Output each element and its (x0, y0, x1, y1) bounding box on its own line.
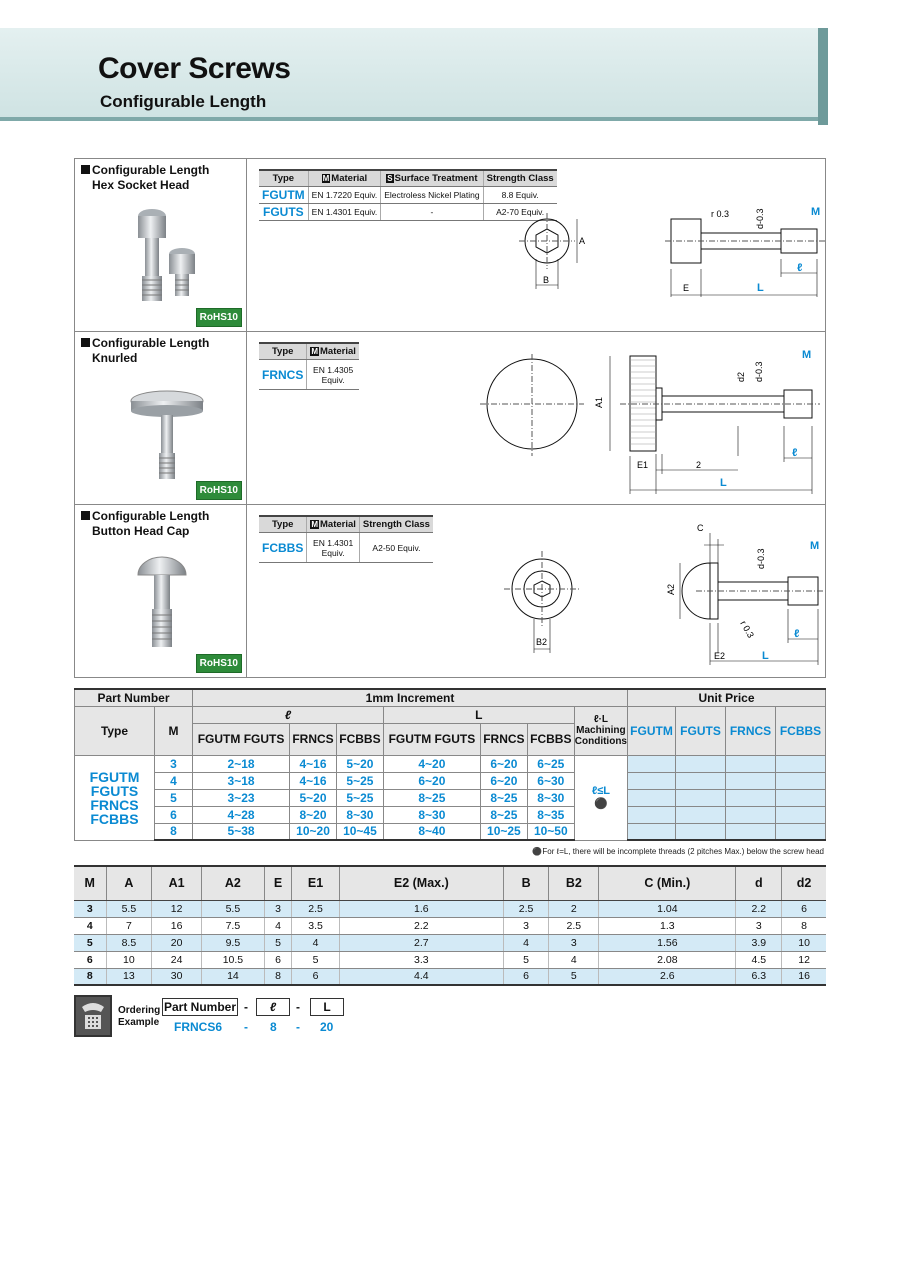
spec-table (259, 515, 433, 563)
dim-A: A (579, 236, 586, 246)
dim-cell: 6 (292, 968, 340, 985)
dim-cell: 2.5 (503, 900, 549, 917)
order-value-part: FRNCS6 (174, 1020, 223, 1034)
dim-cell: 9.5 (202, 934, 265, 951)
th-type: Type (259, 343, 307, 360)
th-part-number: Part Number (75, 689, 193, 706)
dim-cell: 2.2 (339, 917, 503, 934)
hex-screw-photo (130, 204, 210, 314)
dim-cell: 6 (503, 968, 549, 985)
table-row: 4 3~18 4~16 5~25 6~20 6~20 6~30 (75, 772, 826, 789)
label-line2: Button Head Cap (92, 524, 190, 538)
dimension-table: M A A1 A2 E E1 E2 (Max.) B B2 C (Min.) d d2 3 5.5 12 5.5 3 2.5 1.6 2.5 2 1.04 2.2 6 4 7 16 7.5 4 3.5 2.2 3 2.5 1.3 3 8 5 8.5 20 9.5 5 4 2.7 4 3 1.56 3.9 10 6 10 24 10.5 6 5 3.3 5 4 2.08 4.5 12 8 13 30 14 8 6 4.4 6 5 2.6 6.3 16 (74, 865, 826, 986)
dim-row (74, 900, 826, 917)
dim-cell: 7.5 (202, 917, 265, 934)
th-increment: 1mm Increment (193, 689, 628, 706)
dim-cell: 3 (74, 900, 106, 917)
dim-l: ℓ (792, 447, 798, 459)
dim-cell: 10.5 (202, 951, 265, 968)
dim-L: L (757, 282, 764, 294)
dim-cell: 6 (782, 900, 826, 917)
th-material: M Material (307, 516, 360, 533)
dim-cell: 2.08 (599, 951, 736, 968)
dim-cell: 2 (549, 900, 599, 917)
dim-cell: 5.5 (106, 900, 152, 917)
dim-cell: 30 (152, 968, 202, 985)
product-label (75, 332, 247, 504)
label-line1: Configurable Length (92, 336, 210, 350)
dim-cell: 3 (264, 900, 291, 917)
dim-E1: E1 (637, 460, 649, 470)
th-l-fgut: FGUTM FGUTS (193, 723, 290, 755)
part-number-table (74, 688, 826, 841)
knurled-drawing (480, 346, 825, 496)
dim-cell: 1.04 (599, 900, 736, 917)
dim-A2: A2 (666, 583, 676, 595)
order-value-L: 20 (320, 1020, 334, 1034)
th-L-fcbbs: FCBBS (527, 723, 574, 755)
table-row: 6 4~28 8~20 8~30 8~30 8~25 8~35 (75, 806, 826, 823)
dim-cell: 13 (106, 968, 152, 985)
dim-E2: E2 (714, 651, 726, 661)
dim-cell: 6.3 (736, 968, 782, 985)
dim-cell: 12 (782, 951, 826, 968)
th-m: M (155, 706, 193, 755)
dim-cell: 8 (264, 968, 291, 985)
phone-icon (74, 995, 112, 1037)
dim-cell: 8 (74, 968, 106, 985)
th-type: Type (259, 516, 307, 533)
dim-cell: 10 (106, 951, 152, 968)
hex-drawing (515, 199, 825, 299)
dim-B2: B2 (536, 637, 548, 647)
box-l: ℓ (256, 998, 290, 1016)
rohs-badge: RoHS10 (196, 654, 242, 673)
page-subtitle: Configurable Length (100, 92, 267, 111)
dim-l: ℓ (797, 262, 803, 274)
spec-table (259, 169, 557, 221)
spec-table (259, 342, 359, 390)
box-part-number: Part Number (163, 1000, 237, 1014)
material-cell: EN 1.4301 Equiv. (307, 533, 360, 563)
dim-row (74, 968, 826, 985)
dim-d2: d2 (736, 371, 746, 382)
dim-cell: 1.3 (599, 917, 736, 934)
dim-cell: 4 (503, 934, 549, 951)
dim-cell: 4.4 (339, 968, 503, 985)
dim-cell: 5 (549, 968, 599, 985)
dim-cell: 3.3 (339, 951, 503, 968)
dim-cell: 5 (264, 934, 291, 951)
dim-cell: 8.5 (106, 934, 152, 951)
dim-cell: 16 (782, 968, 826, 985)
surface-cell: Electroless Nickel Plating (381, 187, 483, 204)
product-label (75, 505, 247, 677)
th-unit-price: Unit Price (628, 689, 826, 706)
label-line1: Configurable Length (92, 509, 210, 523)
dim-d: d-0.3 (756, 548, 766, 569)
dim-cell: 3 (736, 917, 782, 934)
page-title: Cover Screws (98, 52, 291, 85)
dim-cell: 10 (782, 934, 826, 951)
strength-cell: A2-50 Equiv. (359, 533, 433, 563)
dim-A1: A1 (594, 396, 604, 408)
dim-cell: 24 (152, 951, 202, 968)
dim-d: d-0.3 (755, 208, 765, 229)
type-cell: FGUTS (259, 204, 308, 221)
dim-cell: 5 (292, 951, 340, 968)
box-L: L (310, 998, 344, 1016)
dim-cell: 4.5 (736, 951, 782, 968)
label-line2: Knurled (92, 351, 138, 365)
dim-row (74, 951, 826, 968)
dim-l: ℓ (794, 628, 800, 640)
th-price-fguts: FGUTS (676, 706, 726, 755)
dim-cell: 16 (152, 917, 202, 934)
dim-cell: 2.2 (736, 900, 782, 917)
th-L-frncs: FRNCS (480, 723, 527, 755)
dim-E: E (683, 283, 690, 293)
dim-cell: 1.6 (339, 900, 503, 917)
dim-C: C (697, 523, 704, 533)
label-line1: Configurable Length (92, 163, 210, 177)
surface-cell: - (381, 204, 483, 221)
th-surface: S Surface Treatment (381, 170, 483, 187)
m-cell: 3 (155, 755, 193, 772)
th-l-frncs: FRNCS (290, 723, 337, 755)
dim-r: r 0.3 (711, 209, 730, 219)
material-cell: EN 1.4301 Equiv. (308, 204, 381, 221)
button-drawing (500, 519, 825, 669)
product-label (75, 159, 247, 331)
dim-cell: 2.7 (339, 934, 503, 951)
type-list: FGUTM FGUTS FRNCS FCBBS (75, 755, 155, 840)
th-material: M Material (307, 343, 359, 360)
dim-cell: 3.5 (292, 917, 340, 934)
type-cell: FRNCS (259, 360, 307, 390)
machining-cond: ℓ≤L ⚫ (574, 755, 627, 840)
dim-cell: 5 (74, 934, 106, 951)
product-knurled (74, 331, 826, 504)
table-row: FGUTM FGUTS FRNCS FCBBS 3 2~18 4~16 5~20 4~20 6~20 6~25 ℓ≤L ⚫ (75, 755, 826, 772)
th-L-fgut: FGUTM FGUTS (383, 723, 480, 755)
dim-cell: 12 (152, 900, 202, 917)
th-price-fcbbs: FCBBS (776, 706, 826, 755)
th-strength: Strength Class (359, 516, 433, 533)
type-cell: FGUTM (259, 187, 308, 204)
dim-cell: 7 (106, 917, 152, 934)
dim-d: d-0.3 (754, 361, 764, 382)
page-header (0, 28, 826, 121)
th-price-frncs: FRNCS (726, 706, 776, 755)
dim-r: r 0.3 (738, 619, 756, 640)
dim-row (74, 934, 826, 951)
type-cell: FCBBS (259, 533, 307, 563)
dim-row (74, 917, 826, 934)
thread-note: ⚫For ℓ=L, there will be incomplete threads (2 pitches Max.) below the screw head (532, 847, 824, 856)
th-type: Type (75, 706, 155, 755)
dim-cell: 3 (503, 917, 549, 934)
label-line2: Hex Socket Head (92, 178, 190, 192)
button-screw-photo (130, 553, 200, 663)
product-button-head (74, 504, 826, 678)
dim-L: L (762, 650, 769, 662)
rohs-badge: RoHS10 (196, 481, 242, 500)
product-hex-socket (74, 158, 826, 331)
dim-cell: 1.56 (599, 934, 736, 951)
order-value-l: 8 (270, 1020, 277, 1034)
dim-cell: 4 (549, 951, 599, 968)
dim-cell: 6 (264, 951, 291, 968)
knurled-screw-photo (125, 387, 215, 487)
dim-cell: 2.5 (292, 900, 340, 917)
dim-cell: 5.5 (202, 900, 265, 917)
dim-cell: 4 (74, 917, 106, 934)
ordering-label: Ordering Example (118, 1005, 161, 1028)
dim-cell: 4 (292, 934, 340, 951)
dim-cell: 6 (74, 951, 106, 968)
dim-cell: 20 (152, 934, 202, 951)
dim-cell: 2.5 (549, 917, 599, 934)
th-machining: ℓ·L Machining Conditions (574, 706, 627, 755)
dim-M: M (810, 540, 820, 552)
th-l: ℓ (193, 706, 384, 723)
dim-L: L (720, 477, 727, 489)
th-L: L (383, 706, 574, 723)
rohs-badge: RoHS10 (196, 308, 242, 327)
table-row: 8 5~38 10~20 10~45 8~40 10~25 10~50 (75, 823, 826, 840)
dim-cell: 5 (503, 951, 549, 968)
dim-M: M (811, 206, 821, 218)
th-strength: Strength Class (483, 170, 557, 187)
dim-cell: 8 (782, 917, 826, 934)
th-l-fcbbs: FCBBS (336, 723, 383, 755)
strength-cell: A2-70 Equiv. (483, 204, 557, 221)
material-cell: EN 1.4305 Equiv. (307, 360, 359, 390)
material-cell: EN 1.7220 Equiv. (308, 187, 381, 204)
th-type: Type (259, 170, 308, 187)
dim-B: B (543, 275, 550, 285)
dim-M: M (802, 349, 812, 361)
dim-cell: 14 (202, 968, 265, 985)
dim-cell: 2.6 (599, 968, 736, 985)
dim-cell: 3 (549, 934, 599, 951)
strength-cell: 8.8 Equiv. (483, 187, 557, 204)
dim-cell: 3.9 (736, 934, 782, 951)
header-edge (818, 28, 828, 125)
dim-2: 2 (696, 460, 702, 470)
table-row: 5 3~23 5~20 5~25 8~25 8~25 8~30 (75, 789, 826, 806)
th-price-fgutm: FGUTM (628, 706, 676, 755)
dim-cell: 4 (264, 917, 291, 934)
th-material: M Material (308, 170, 381, 187)
